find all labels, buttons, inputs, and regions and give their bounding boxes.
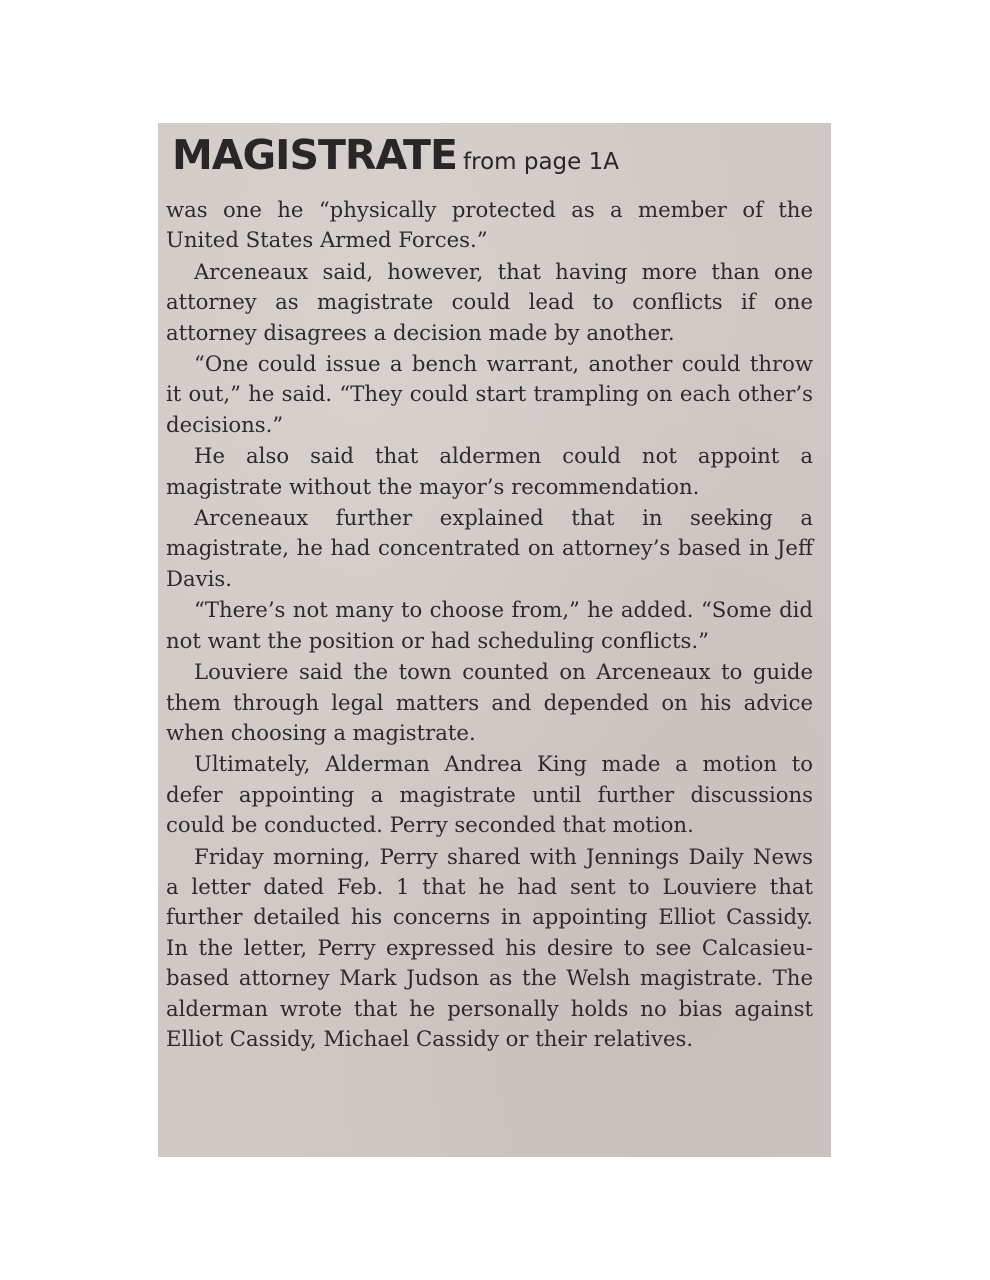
headline-jump-line: from page 1A [463,149,619,175]
article-body [166,195,813,1054]
article-paragraph: Arceneaux said, however, that having more than one attorney as magistrate could lead to conflicts if one attorney disagrees a decision made by another. [166,258,813,345]
article-paragraph: He also said that aldermen could not appoint a magistrate without the mayor’s recommendation. [166,443,813,499]
headline-kicker: MAGISTRATE [172,131,458,179]
article-paragraph: Ultimately, Alderman Andrea King made a motion to defer appointing a magistrate until further discussions could be conducted. Perry seconded that motion. [166,751,813,838]
article-headline [172,131,813,189]
article-paragraph: “There’s not many to choose from,” he added. “Some did not want the position or had scheduling conflicts.” [166,597,813,653]
article-paragraph: “One could issue a bench warrant, another could throw it out,” he said. “They could start trampling on each other’s decisions.” [166,351,813,437]
article-paragraph: Louviere said the town counted on Arceneaux to guide them through legal matters and depended on his advice when choosing a magistrate. [166,659,813,745]
newspaper-clipping [158,123,831,1157]
article-paragraph: Friday morning, Perry shared with Jennings Daily News a letter dated Feb. 1 that he had sent to Louviere that further detailed his concerns in appointing Elliot Cassidy. In the letter, Perry expressed his desire to see Calcasieu-based attorney Mark Judson as the Welsh magistrate. The alderman wrote that he personally holds no bias against Elliot Cassidy, Michael Cassidy or their relatives. [166,843,813,1051]
article-paragraph: Arceneaux further explained that in seeking a magistrate, he had concentrated on attorney’s based in Jeff Davis. [166,505,813,591]
article-paragraph: was one he “physically protected as a member of the United States Armed Forces.” [166,197,813,253]
